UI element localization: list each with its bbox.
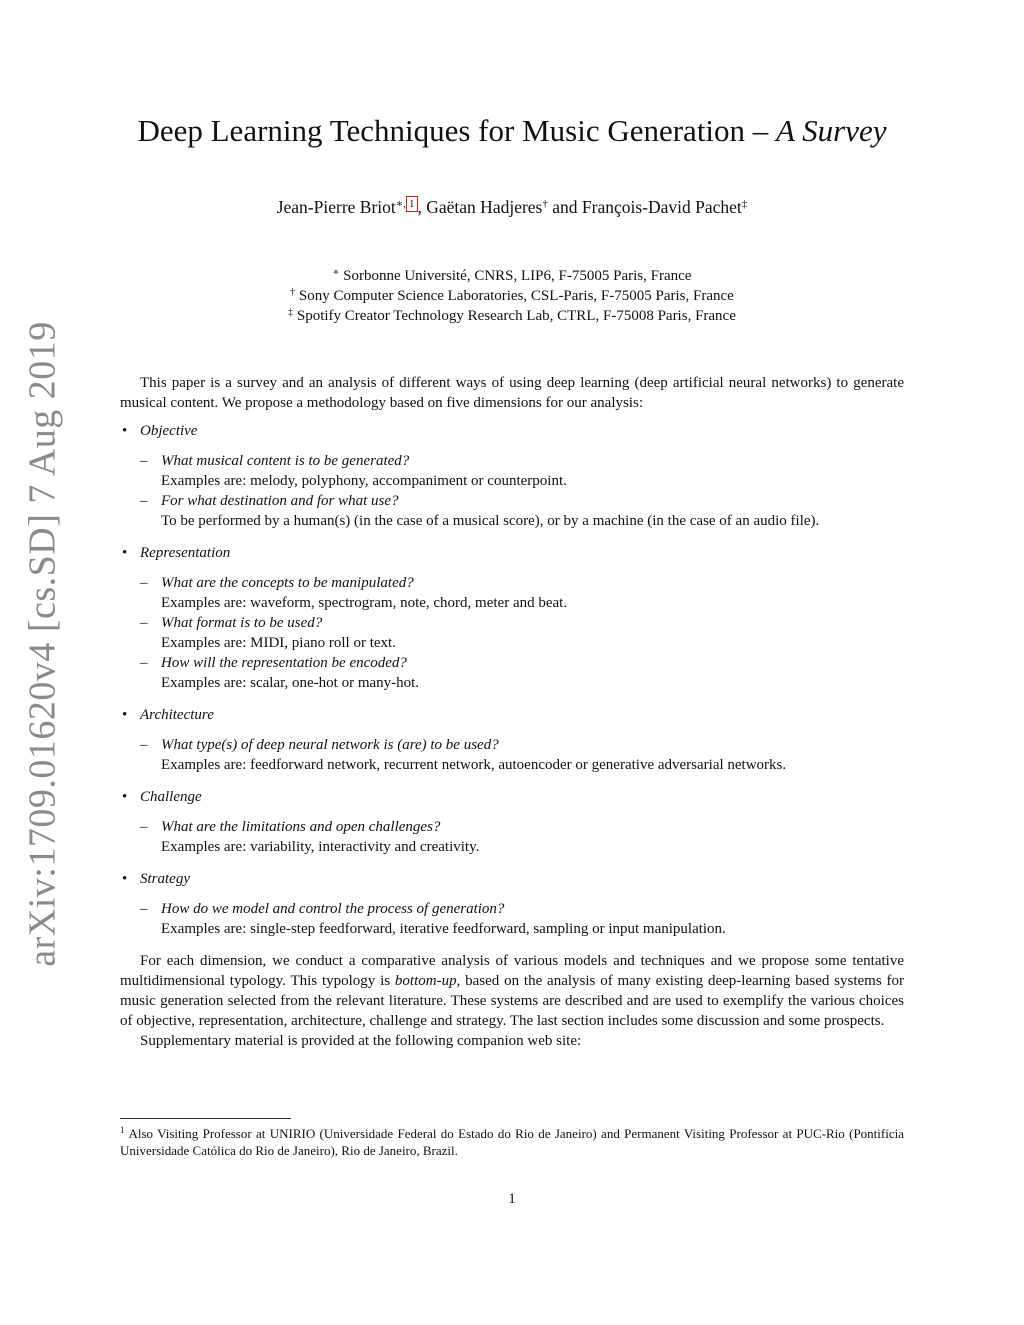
dimension-question: – What are the concepts to be manipulated? Examples are: waveform, spectrogram, note, chord, meter and beat.: [140, 575, 568, 611]
author-2-mark: †: [542, 198, 548, 210]
author-list: [0, 195, 1024, 219]
bullet-icon: •: [122, 789, 128, 805]
author-3-mark: ‡: [741, 198, 748, 210]
dimension-strategy: [120, 869, 904, 939]
arxiv-identifier: arXiv:1709.01620v4 [cs.SD] 7 Aug 2019: [22, 321, 64, 967]
dimension-representation: [120, 543, 904, 693]
bullet-icon: •: [122, 423, 128, 439]
bullet-icon: •: [122, 871, 128, 887]
dimension-title: Objective: [140, 423, 198, 439]
dash-icon: –: [140, 819, 148, 835]
footnote-text: Also Visiting Professor at UNIRIO (Universidade Federal do Estado do Rio de Janeiro) and Permanent Visiting Professor at PUC-Rio (Pontifícia Universidade Católica do Rio de Janeiro), Rio de Janeiro, Brazil.: [120, 1126, 904, 1158]
title-italic: A Survey: [776, 113, 887, 148]
dimension-question: – What are the limitations and open challenges? Examples are: variability, interactivity and creativity.: [140, 819, 480, 855]
dimension-title: Strategy: [140, 871, 190, 887]
author-2: , Gaëtan Hadjeres: [417, 197, 543, 217]
affiliation-line: † Sony Computer Science Laboratories, CSL-Paris, F-75005 Paris, France: [290, 287, 734, 304]
paper-title: [0, 111, 1024, 151]
author-1: Jean-Pierre Briot: [276, 197, 396, 217]
page-number: 1: [508, 1191, 516, 1207]
dimension-title: Representation: [140, 545, 231, 561]
abstract-intro: This paper is a survey and an analysis of different ways of using deep learning (deep artificial neural networks) to generate musical content. We propose a methodology based on five dimensions for our analysis:: [120, 375, 904, 411]
dash-icon: –: [140, 737, 148, 753]
dimension-question: – What type(s) of deep neural network is (are) to be used? Examples are: feedforward network, recurrent network, autoencoder or generative adversarial networks.: [140, 737, 787, 773]
dimension-question: – For what destination and for what use? To be performed by a human(s) (in the case of a musical score), or by a machine (in the case of an audio file).: [140, 493, 820, 529]
author-1-marks: ∗, 1: [396, 198, 418, 210]
arxiv-sidebar-stamp: [19, 321, 67, 967]
bullet-icon: •: [122, 545, 128, 561]
dimension-challenge: [120, 787, 904, 857]
dash-icon: –: [140, 575, 148, 591]
dimension-list: [120, 421, 904, 939]
dimension-title: Architecture: [140, 707, 214, 723]
dash-icon: –: [140, 453, 148, 469]
dimension-question: – What format is to be used? Examples are: MIDI, piano roll or text.: [140, 615, 396, 651]
affiliation-line: ‡ Spotify Creator Technology Research Lab, CTRL, F-75008 Paris, France: [288, 307, 736, 324]
title-main: Deep Learning Techniques for Music Generation –: [137, 113, 769, 148]
analysis-paragraph: For each dimension, we conduct a comparative analysis of various models and techniques and we propose some tentative multidimensional typology. This typology is bottom-up, based on the analysis of many existing deep-learning based systems for music generation selected from the relevant literature. These systems are described and are used to exemplify the various choices of objective, representation, architecture, challenge and strategy. The last section includes some discussion and some prospects.: [120, 953, 904, 1029]
dimension-question: – How will the representation be encoded? Examples are: scalar, one-hot or many-hot.: [140, 655, 420, 691]
dash-icon: –: [140, 655, 148, 671]
dimension-objective: [120, 421, 904, 531]
dimension-title: Challenge: [140, 789, 202, 805]
footnote-mark: 1: [120, 1125, 125, 1135]
affiliation-line: ∗ Sorbonne Université, CNRS, LIP6, F-75005 Paris, France: [332, 267, 692, 284]
bullet-icon: •: [122, 707, 128, 723]
dash-icon: –: [140, 901, 148, 917]
affiliations: [0, 266, 1024, 326]
supplementary-paragraph: Supplementary material is provided at the following companion web site:: [140, 1033, 582, 1049]
dimension-question: – How do we model and control the process of generation? Examples are: single-step feedforward, iterative feedforward, sampling or input manipulation.: [140, 901, 726, 937]
footnote-divider: [120, 1118, 291, 1119]
dash-icon: –: [140, 615, 148, 631]
dimension-question: – What musical content is to be generated? Examples are: melody, polyphony, accompaniment or counterpoint.: [140, 453, 567, 489]
dash-icon: –: [140, 493, 148, 509]
emphasis-bottom-up: bottom-up: [394, 973, 457, 989]
dimension-architecture: [120, 705, 904, 775]
footnote-link-1[interactable]: 1: [406, 196, 418, 212]
footnote-1: [120, 1125, 904, 1159]
abstract-body: [120, 373, 904, 1051]
author-3: and François-David Pachet: [547, 197, 742, 217]
